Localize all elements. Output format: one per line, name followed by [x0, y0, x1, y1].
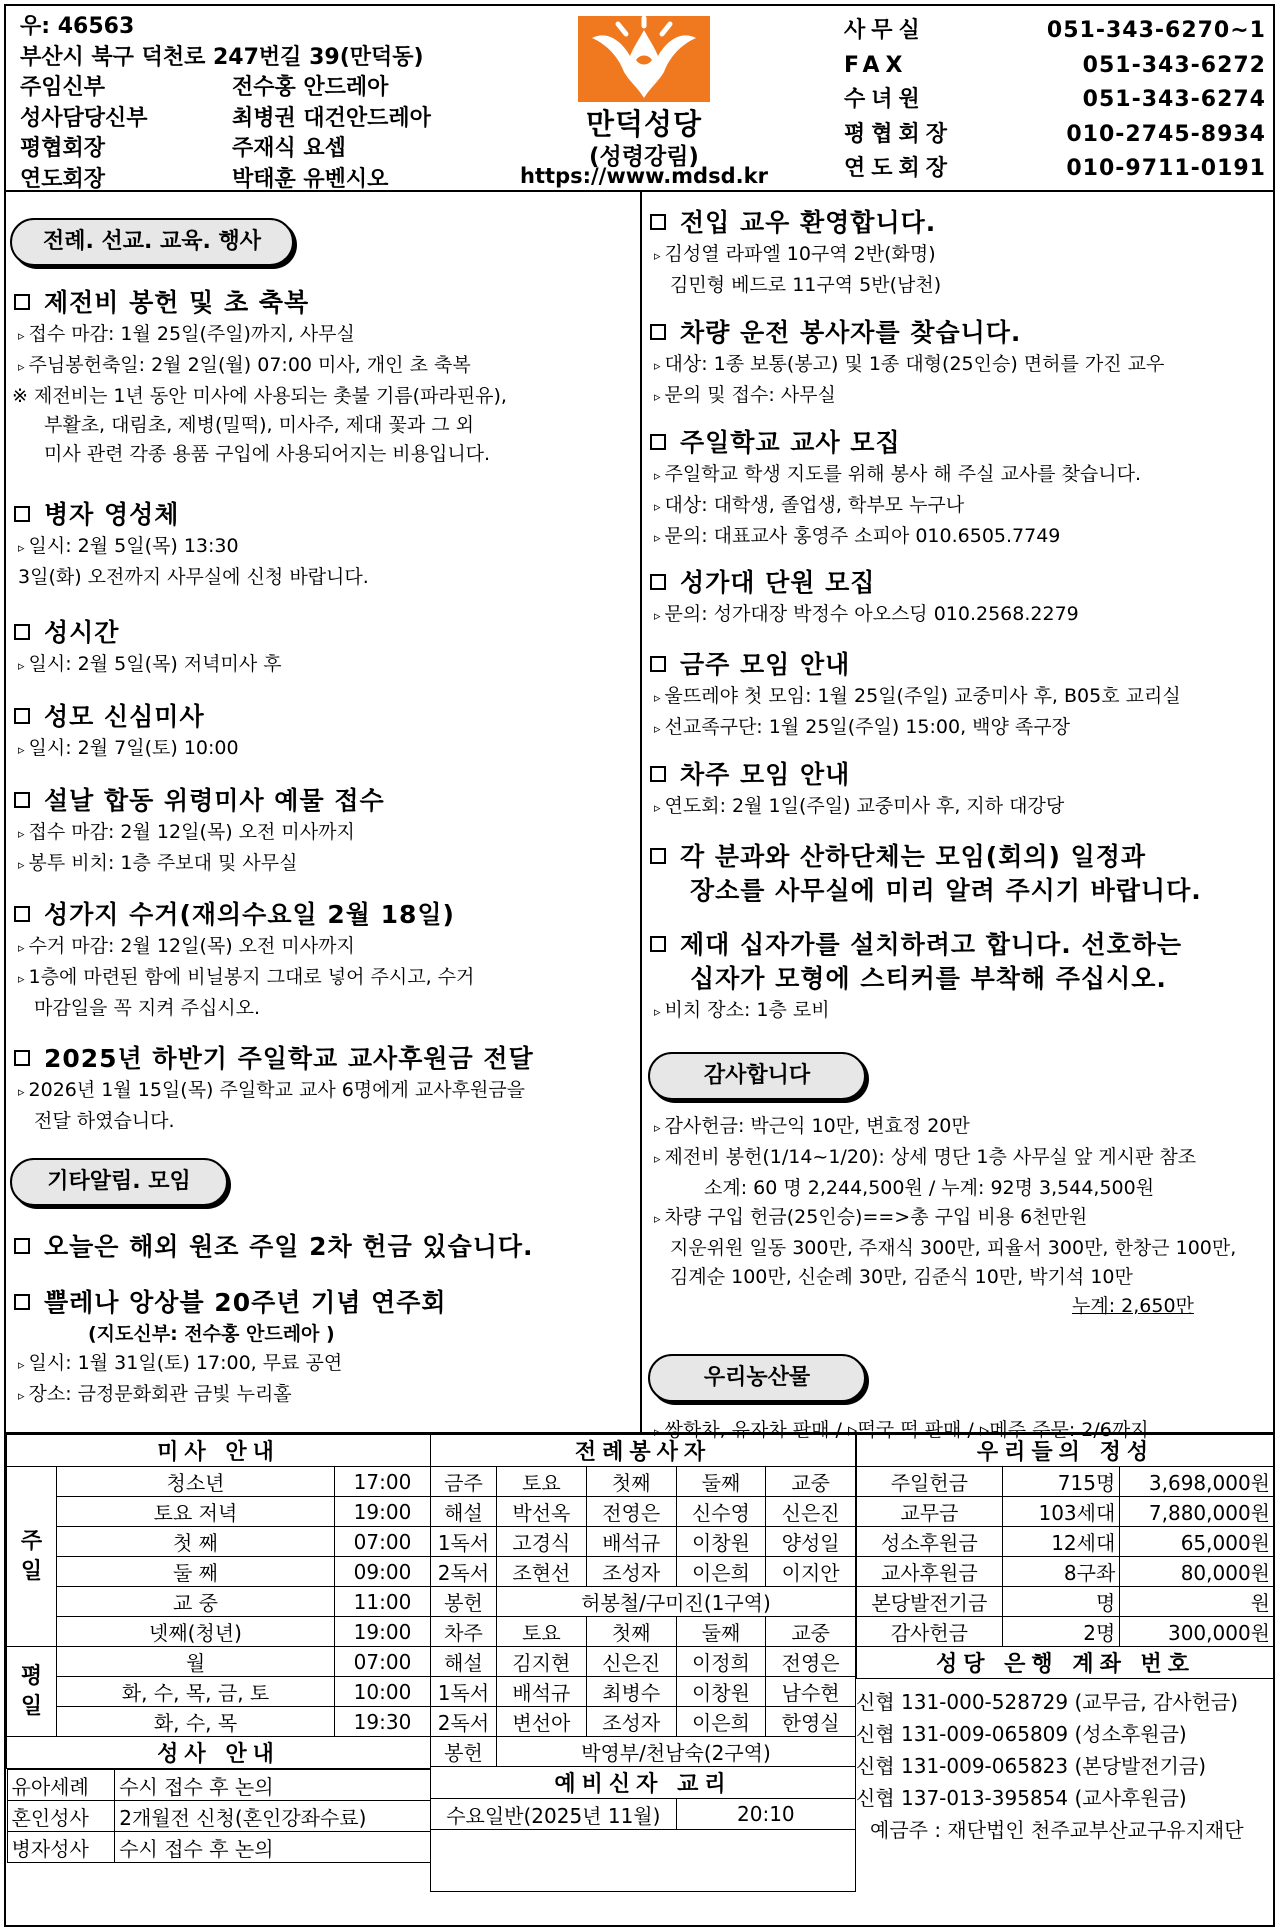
- table-title: 우리들의 정성: [857, 1435, 1275, 1467]
- triangle-bullet-icon: ▹: [18, 1085, 25, 1100]
- thanks-line: 소계: 60 명 2,244,500원 / 누계: 92명 3,544,500원: [704, 1177, 1155, 1199]
- table-title: 미사 안내: [7, 1435, 431, 1467]
- sunday-label: 주일: [20, 1528, 43, 1584]
- servers-cell: 이지안: [766, 1557, 856, 1587]
- catechumen-time: 20:10: [676, 1799, 855, 1830]
- triangle-bullet-icon: ▹: [654, 531, 661, 546]
- notice-sick-communion: [6, 498, 640, 592]
- notice-line: 김민형 베드로 11구역 5반(남천): [670, 274, 942, 296]
- mass-time: 09:00: [335, 1557, 431, 1587]
- bulletin-header: [4, 4, 1275, 192]
- sacrament-info: 수시 접수 후 논의: [115, 1832, 430, 1863]
- checkbox-icon: [650, 214, 666, 230]
- notice-memorial-mass: [6, 784, 640, 880]
- offering-type: 감사헌금: [857, 1617, 1003, 1647]
- servers-cell: 남수현: [766, 1677, 856, 1707]
- servers-cell: 첫째: [586, 1467, 676, 1497]
- notice-title: 성시간: [44, 618, 120, 647]
- servers-cell: 배석규: [496, 1677, 586, 1707]
- notice-teacher-recruit: [642, 426, 1277, 553]
- servers-cell: 고경식: [496, 1527, 586, 1557]
- notice-line: 선교족구단: 1월 25일(주일) 15:00, 백양 족구장: [664, 716, 1070, 738]
- servers-cell: 이창원: [676, 1527, 766, 1557]
- notice-line: 연도회: 2월 1일(주일) 교중미사 후, 지하 대강당: [664, 795, 1065, 817]
- checkbox-icon: [14, 906, 30, 922]
- checkbox-icon: [650, 936, 666, 952]
- triangle-bullet-icon: ▹: [18, 827, 25, 842]
- servers-cell: 차주: [431, 1617, 497, 1647]
- church-info: [20, 12, 431, 195]
- triangle-bullet-icon: ▹: [654, 801, 661, 816]
- notice-line: 봉투 비치: 1층 주보대 및 사무실: [28, 852, 298, 874]
- mass-name: 첫 째: [57, 1527, 335, 1557]
- offering-count: 103세대: [1002, 1497, 1120, 1527]
- triangle-bullet-icon: ▹: [654, 1212, 661, 1227]
- notices-area: [4, 192, 1275, 1441]
- servers-cell: 2독서: [431, 1557, 497, 1587]
- checkbox-icon: [650, 766, 666, 782]
- servers-cell: 해설: [431, 1647, 497, 1677]
- offering-amount: 7,880,000원: [1120, 1497, 1275, 1527]
- servers-cell: 변선아: [496, 1707, 586, 1737]
- notice-title-cont: 장소를 사무실에 미리 알려 주시기 바랍니다.: [690, 876, 1202, 905]
- mass-time: 19:30: [335, 1707, 431, 1737]
- info-label: 주임신부: [20, 75, 106, 100]
- offering-amount: 300,000원: [1120, 1617, 1275, 1647]
- info-value: 전수홍 안드레아: [232, 75, 389, 100]
- empty-cell: [431, 1830, 856, 1892]
- triangle-bullet-icon: ▹: [654, 722, 661, 737]
- notice-line: 울뜨레야 첫 모임: 1월 25일(주일) 교중미사 후, B05호 교리실: [664, 685, 1181, 707]
- triangle-bullet-icon: ▹: [18, 1358, 25, 1373]
- contact-number: 010-2745-8934: [1066, 121, 1266, 147]
- notice-line: 대상: 대학생, 졸업생, 학부모 누구나: [664, 494, 965, 516]
- notice-meeting-schedule: [642, 840, 1277, 908]
- notice-title: 주일학교 교사 모집: [680, 428, 901, 457]
- notice-altar-cross: [642, 928, 1277, 1027]
- notice-title: 제대 십자가를 설치하려고 합니다. 선호하는: [680, 930, 1183, 959]
- triangle-bullet-icon: ▹: [18, 360, 25, 375]
- servers-cell: 박선옥: [496, 1497, 586, 1527]
- checkbox-icon: [14, 1050, 30, 1066]
- sacrament-table: [7, 1769, 431, 1863]
- servers-cell: 신은진: [586, 1647, 676, 1677]
- account-holder: 예금주 : 재단법인 천주교부산교구유지재단: [870, 1818, 1244, 1842]
- mass-time: 17:00: [335, 1467, 431, 1497]
- church-website-link[interactable]: https://www.mdsd.kr: [520, 164, 768, 188]
- notice-line: 문의 및 접수: 사무실: [664, 384, 836, 406]
- notice-title: 제전비 봉헌 및 초 축복: [44, 288, 310, 317]
- checkbox-icon: [650, 574, 666, 590]
- checkbox-icon: [14, 708, 30, 724]
- triangle-bullet-icon: ▹: [654, 1005, 661, 1020]
- notice-title: 차주 모임 안내: [680, 760, 851, 789]
- checkbox-icon: [650, 848, 666, 864]
- postal-code: 우: 46563: [20, 14, 135, 39]
- weekday-label: 평일: [20, 1663, 43, 1719]
- triangle-bullet-icon: ▹: [18, 541, 25, 556]
- triangle-bullet-icon: ▹: [654, 500, 661, 515]
- sacrament-info: 2개월전 신청(혼인강좌수료): [115, 1801, 430, 1832]
- offering-type: 교무금: [857, 1497, 1003, 1527]
- contact-number: 051-343-6274: [1082, 87, 1266, 112]
- triangle-bullet-icon: ▹: [654, 469, 661, 484]
- servers-cell: 이은희: [676, 1557, 766, 1587]
- notice-palm-collection: [6, 898, 640, 1023]
- info-label: 평협회장: [20, 136, 106, 161]
- notice-line: 1층에 마련된 함에 비닐봉지 그대로 넣어 주시고, 수거: [28, 966, 475, 988]
- bank-account: 신협 131-009-065823 (본당발전기금): [856, 1754, 1207, 1778]
- notice-line: 미사 관련 각종 용품 구입에 사용되어지는 비용입니다.: [44, 443, 491, 465]
- checkbox-icon: [14, 294, 30, 310]
- notice-line: 2026년 1월 15일(목) 주일학교 교사 6명에게 교사후원금을: [28, 1079, 526, 1101]
- info-value: 주재식 요셉: [232, 136, 346, 161]
- mass-name: 청소년: [57, 1467, 335, 1497]
- mass-time: 07:00: [335, 1647, 431, 1677]
- notice-line: 문의: 성가대장 박정수 아오스딩 010.2568.2279: [664, 603, 1079, 625]
- triangle-bullet-icon: ▹: [654, 609, 661, 624]
- notice-line: 접수 마감: 2월 12일(목) 오전 미사까지: [28, 821, 355, 843]
- checkbox-icon: [14, 624, 30, 640]
- section-pill-other: 기타알림. 모임: [10, 1158, 228, 1206]
- section-pill-produce: 우리농산물: [648, 1354, 866, 1402]
- servers-cell: 이정희: [676, 1647, 766, 1677]
- servers-cell: 2독서: [431, 1707, 497, 1737]
- checkbox-icon: [14, 1238, 30, 1254]
- mass-time: 10:00: [335, 1677, 431, 1707]
- notice-title: 병자 영성체: [44, 500, 180, 529]
- notice-title: 오늘은 해외 원조 주일 2차 헌금 있습니다.: [44, 1232, 534, 1261]
- notice-line: 수거 마감: 2월 12일(목) 오전 미사까지: [28, 935, 355, 957]
- contact-list: [844, 14, 1266, 187]
- servers-cell: 김지현: [496, 1647, 586, 1677]
- offering-count: 명: [1002, 1587, 1120, 1617]
- notice-line: 비치 장소: 1층 로비: [664, 999, 830, 1021]
- servers-cell: 배석규: [586, 1527, 676, 1557]
- notice-title: 설날 합동 위령미사 예물 접수: [44, 786, 385, 815]
- notice-line: 문의: 대표교사 홍영주 소피아 010.6505.7749: [664, 525, 1061, 547]
- offering-type: 교사후원금: [857, 1557, 1003, 1587]
- offering-count: 12세대: [1002, 1527, 1120, 1557]
- notice-concert: [6, 1286, 640, 1411]
- notice-driver-volunteer: [642, 316, 1277, 412]
- thanks-line: 김계순 100만, 신순례 30만, 김준식 10만, 박기석 10만: [670, 1266, 1133, 1288]
- servers-cell: 전영은: [586, 1497, 676, 1527]
- contact-number: 051-343-6272: [1082, 52, 1266, 78]
- servers-cell: 전영은: [766, 1647, 856, 1677]
- servers-cell: 조성자: [586, 1557, 676, 1587]
- table-title: 성당 은행 계좌 번호: [857, 1647, 1275, 1679]
- sacrament-name: 병자성사: [7, 1832, 115, 1863]
- notice-title: 쁠레나 앙상블 20주년 기념 연주회: [44, 1288, 447, 1317]
- bank-account: 신협 137-013-395854 (교사후원금): [856, 1786, 1187, 1810]
- thanks-line: 감사헌금: 박근익 10만, 변효정 20만: [664, 1115, 970, 1137]
- notice-line: 마감일을 꼭 지켜 주십시오.: [34, 997, 261, 1019]
- contact-label: FAX: [844, 52, 909, 78]
- thanks-line: 차량 구입 헌금(25인승)==>총 구입 비용 6천만원: [664, 1206, 1088, 1228]
- servers-cell: 토요: [496, 1617, 586, 1647]
- triangle-bullet-icon: ▹: [654, 390, 661, 405]
- notice-choir-recruit: [642, 566, 1277, 631]
- contact-label: 연도회장: [844, 156, 954, 181]
- servers-cell: 조현선: [496, 1557, 586, 1587]
- triangle-bullet-icon: ▹: [654, 1425, 661, 1440]
- offering-type: 주일헌금: [857, 1467, 1003, 1497]
- mass-schedule-table: [6, 1434, 431, 1863]
- mass-time: 19:00: [335, 1497, 431, 1527]
- info-value: 박태훈 유벤시오: [232, 166, 389, 192]
- servers-cell: 교중: [766, 1617, 856, 1647]
- triangle-bullet-icon: ▹: [654, 1152, 661, 1167]
- servers-cell: 최병수: [586, 1677, 676, 1707]
- sacrament-info: 수시 접수 후 논의: [115, 1770, 430, 1801]
- contact-label: 수녀원: [844, 87, 926, 112]
- notice-title: 차량 운전 봉사자를 찾습니다.: [680, 318, 1022, 347]
- sacrament-name: 유아세례: [7, 1770, 115, 1801]
- triangle-bullet-icon: ▹: [18, 972, 25, 987]
- notice-title-cont: 십자가 모형에 스티커를 부착해 주십시오.: [690, 964, 1167, 993]
- sacrament-name: 혼인성사: [7, 1801, 115, 1832]
- offering-count: 715명: [1002, 1467, 1120, 1497]
- contact-label: 사무실: [844, 18, 926, 43]
- mass-name: 월: [57, 1647, 335, 1677]
- notice-overseas-aid: [6, 1230, 640, 1264]
- notice-welcome: [642, 206, 1277, 300]
- dove-flame-icon: [578, 16, 710, 102]
- bank-account: 신협 131-000-528729 (교무금, 감사헌금): [856, 1690, 1239, 1714]
- notice-line: 대상: 1종 보통(봉고) 및 1종 대형(25인승) 면허를 가진 교우: [664, 353, 1165, 375]
- checkbox-icon: [14, 506, 30, 522]
- table-title: 전례봉사자: [431, 1435, 856, 1467]
- notice-line: 김성열 라파엘 10구역 2반(화명): [664, 243, 936, 265]
- notice-line: 부활초, 대림초, 제병(밀떡), 미사주, 제대 꽃과 그 외: [44, 414, 474, 436]
- section-pill-liturgy: 전례. 선교. 교육. 행사: [10, 218, 294, 266]
- produce-line: 쌍화차, 유자차 판매 / ▹떡국 떡 판매 / ▹메주 주문: 2/6까지: [664, 1419, 1149, 1441]
- servers-cell: 토요: [496, 1467, 586, 1497]
- church-name: 만덕성당: [585, 107, 703, 141]
- servers-cell: 봉헌: [431, 1737, 497, 1767]
- notice-title: 성가지 수거(재의수요일 2월 18일): [44, 900, 455, 929]
- notice-candle-blessing: [6, 286, 640, 469]
- contact-label: 평협회장: [844, 121, 954, 147]
- notice-subtitle: (지도신부: 전수홍 안드레아 ): [88, 1323, 335, 1345]
- checkbox-icon: [14, 792, 30, 808]
- offering-count: 8구좌: [1002, 1557, 1120, 1587]
- notice-title: 각 분과와 산하단체는 모임(회의) 일정과: [680, 842, 1147, 871]
- mass-name: 화, 수, 목: [57, 1707, 335, 1737]
- servers-cell: 둘째: [676, 1617, 766, 1647]
- notice-title: 금주 모임 안내: [680, 650, 851, 679]
- mass-time: 19:00: [335, 1617, 431, 1647]
- mass-time: 07:00: [335, 1527, 431, 1557]
- bank-accounts: [856, 1686, 1244, 1846]
- triangle-bullet-icon: ▹: [654, 359, 661, 374]
- info-label: 연도회장: [20, 166, 106, 192]
- servers-cell: 신수영: [676, 1497, 766, 1527]
- servers-cell: 금주: [431, 1467, 497, 1497]
- triangle-bullet-icon: ▹: [654, 249, 661, 264]
- servers-cell: 양성일: [766, 1527, 856, 1557]
- mass-name: 화, 수, 목, 금, 토: [57, 1677, 335, 1707]
- notice-line: 일시: 2월 7일(토) 10:00: [28, 737, 239, 759]
- schedule-tables: [4, 1432, 1275, 1927]
- mass-time: 11:00: [335, 1587, 431, 1617]
- mass-name: 넷째(청년): [57, 1617, 335, 1647]
- notice-teacher-support: [6, 1042, 640, 1136]
- checkbox-icon: [14, 1294, 30, 1310]
- servers-cell: 해설: [431, 1497, 497, 1527]
- offering-count: 2명: [1002, 1617, 1120, 1647]
- mass-name: 토요 저녁: [57, 1497, 335, 1527]
- notice-holy-hour: [6, 616, 640, 681]
- triangle-bullet-icon: ▹: [18, 1389, 25, 1404]
- servers-cell: 이은희: [676, 1707, 766, 1737]
- table-title: 예비신자 교리: [431, 1767, 856, 1799]
- notice-line: 접수 마감: 1월 25일(주일)까지, 사무실: [28, 323, 355, 345]
- servers-cell: 교중: [766, 1467, 856, 1497]
- servers-cell: 조성자: [586, 1707, 676, 1737]
- mass-name: 교 중: [57, 1587, 335, 1617]
- notice-title: 2025년 하반기 주일학교 교사후원금 전달: [44, 1044, 534, 1073]
- notice-title: 성가대 단원 모집: [680, 568, 876, 597]
- info-label: 성사담당신부: [20, 105, 148, 131]
- church-logo: [578, 16, 710, 102]
- notice-line: 일시: 2월 5일(목) 저녁미사 후: [28, 653, 282, 675]
- servers-cell: 1독서: [431, 1527, 497, 1557]
- notice-marian-mass: [6, 700, 640, 765]
- thanks-line: 제전비 봉헌(1/14~1/20): 상세 명단 1층 사무실 앞 게시판 참조: [664, 1146, 1197, 1168]
- notice-next-week-meetings: [642, 758, 1277, 823]
- servers-offering: 허봉철/구미진(1구역): [496, 1587, 855, 1617]
- triangle-bullet-icon: ▹: [654, 691, 661, 706]
- church-subtitle: (성령강림): [589, 144, 699, 170]
- checkbox-icon: [650, 434, 666, 450]
- servers-cell: 첫째: [586, 1617, 676, 1647]
- offering-type: 본당발전기금: [857, 1587, 1003, 1617]
- servers-cell: 둘째: [676, 1467, 766, 1497]
- section-pill-thanks: 감사합니다: [648, 1052, 866, 1100]
- servers-cell: 봉헌: [431, 1587, 497, 1617]
- notice-line: 주님봉헌축일: 2월 2일(월) 07:00 미사, 개인 초 축복: [28, 354, 471, 376]
- contact-number: 010-9711-0191: [1066, 156, 1266, 181]
- offering-amount: 3,698,000원: [1120, 1467, 1275, 1497]
- liturgy-servers-table: [430, 1434, 856, 1892]
- offering-amount: 65,000원: [1120, 1527, 1275, 1557]
- mass-name: 둘 째: [57, 1557, 335, 1587]
- servers-cell: 이창원: [676, 1677, 766, 1707]
- triangle-bullet-icon: ▹: [18, 858, 25, 873]
- notice-line: ※ 제전비는 1년 동안 미사에 사용되는 촛불 기름(파라핀유),: [12, 385, 507, 407]
- notice-line: 일시: 2월 5일(목) 13:30: [28, 535, 239, 557]
- notice-line: 장소: 금정문화회관 금빛 누리홀: [28, 1383, 292, 1405]
- notice-line: 전달 하였습니다.: [34, 1110, 175, 1132]
- triangle-bullet-icon: ▹: [18, 329, 25, 344]
- catechumen-class: 수요일반(2025년 11월): [431, 1799, 677, 1830]
- notice-title: 전입 교우 환영합니다.: [680, 208, 937, 237]
- notice-line: 3일(화) 오전까지 사무실에 신청 바랍니다.: [18, 566, 369, 588]
- table-title: 성사 안내: [7, 1737, 431, 1769]
- thanks-line: 지운위원 일동 300만, 주재식 300만, 피율서 300만, 한창근 100만,: [670, 1237, 1237, 1259]
- contact-number: 051-343-6270~1: [1046, 18, 1266, 43]
- notice-line: 주일학교 학생 지도를 위해 봉사 해 주실 교사를 찾습니다.: [664, 463, 1142, 485]
- thanks-total: 누계: 2,650만: [1072, 1295, 1194, 1317]
- triangle-bullet-icon: ▹: [18, 743, 25, 758]
- offering-amount: 원: [1120, 1587, 1275, 1617]
- thanks-list: [642, 1112, 1277, 1321]
- servers-cell: 한영실: [766, 1707, 856, 1737]
- notice-title: 성모 신심미사: [44, 702, 205, 731]
- church-address: 부산시 북구 덕천로 247번길 39(만덕동): [20, 44, 424, 70]
- triangle-bullet-icon: ▹: [654, 1121, 661, 1136]
- triangle-bullet-icon: ▹: [18, 941, 25, 956]
- servers-offering: 박영부/천남숙(2구역): [496, 1737, 855, 1767]
- offerings-table: [856, 1434, 1275, 1679]
- checkbox-icon: [650, 656, 666, 672]
- info-value: 최병권 대건안드레아: [232, 105, 431, 131]
- notice-line: 일시: 1월 31일(토) 17:00, 무료 공연: [28, 1352, 343, 1374]
- offering-amount: 80,000원: [1120, 1557, 1275, 1587]
- servers-cell: 1독서: [431, 1677, 497, 1707]
- notice-this-week-meetings: [642, 648, 1277, 744]
- checkbox-icon: [650, 324, 666, 340]
- bank-account: 신협 131-009-065809 (성소후원금): [856, 1722, 1187, 1746]
- offering-type: 성소후원금: [857, 1527, 1003, 1557]
- servers-cell: 신은진: [766, 1497, 856, 1527]
- triangle-bullet-icon: ▹: [18, 659, 25, 674]
